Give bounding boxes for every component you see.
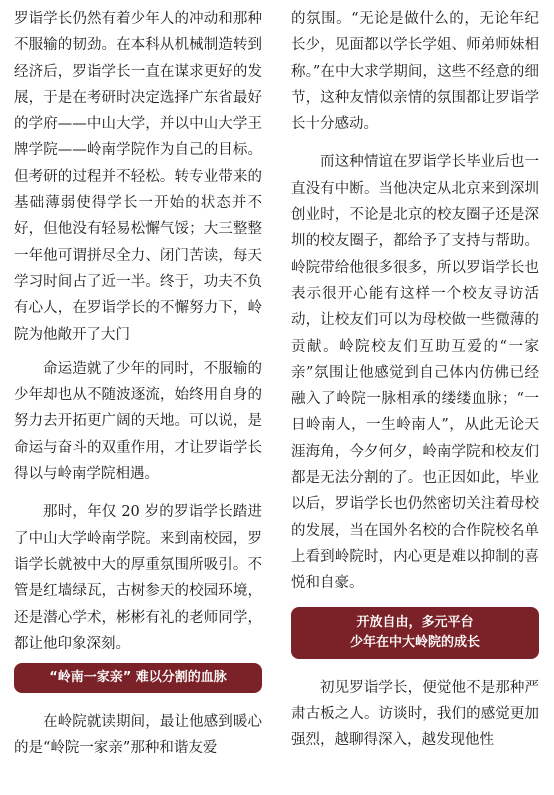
section-heading-text: “岭南一家亲” 难以分割的血脉 [49,670,227,686]
paragraph: 初见罗诣学长，便觉他不是那种严肃古板之人。访谈时，我们的感觉更加强烈，越聊得深入，越发现他性 [291,679,539,749]
paragraph: 命运造就了少年的同时，不服输的少年却也从不随波逐流，始终用自身的努力去开拓更广阔的天地。可以说，是命运与奋斗的双重作用，才让罗诣学长得以与岭南学院相遇。 [14,360,262,483]
paragraph: 在岭院就读期间，最让他感到暖心的是“岭院一家亲”那种和谐友爱 [14,714,262,757]
paragraph: 罗诣学长仍然有着少年人的冲动和那种不服输的韧劲。在本科从机械制造转到经济后，罗诣学长一直在谋求更好的发展，于是在考研时决定选择广东省最好的学府——中山大学，并以中山大学王牌学院——岭南学院作为自己的目标。但考研的过程并不轻松。转专业带来的基础薄弱使得学长一开始的状态并不好，但他没有轻易松懈气馁；大三整整一年他可谓拼尽全力、闭门苦读，每天学习时间占了近一半。终于，功夫不负有心人，在罗诣学长的不懈努力下，岭院为他敞开了大门 [14,11,262,343]
section-heading-banner [14,663,262,693]
left-column [14,6,262,762]
right-column [291,6,539,753]
section-heading-line-2: 少年在中大岭院的成长 [349,634,480,650]
paragraph: 而这种情谊在罗诣学长毕业后也一直没有中断。当他决定从北京来到深圳创业时，不论是北京的校友圈子还是深圳的校友圈子，都给予了支持与帮助。岭院带给他很多很多，所以罗诣学长也表示很开心能有这样一个校友寻访活动，让校友们可以为母校做一些微薄的贡献。岭院校友们互助互爱的“一家亲”氛围让他感觉到自己体内仿佛已经融入了岭院一脉相承的缕缕血脉；“一日岭南人，一生岭南人”，从此无论天涯海角，今夕何夕，岭南学院和校友们都是无法分割的了。也正因如此，毕业以后，罗诣学长也仍然密切关注着母校的发展，当在国外名校的合作院校名单上看到岭院时，内心更是难以抑制的喜悦和自豪。 [291,154,539,592]
section-heading-line-1: 开放自由，多元平台 [356,614,474,630]
paragraph: 的氛围。“无论是做什么的，无论年纪长少，见面都以学长学姐、师弟师妹相称。”在中大求学期间，这些不经意的细节，这种友情似亲情的氛围都让罗诣学长十分感动。 [291,11,539,133]
section-heading-banner [291,607,539,659]
paragraph: 那时，年仅 20 岁的罗诣学长踏进了中山大学岭南学院。来到南校园，罗诣学长就被中大的厚重氛围所吸引。不管是红墙绿瓦，古树参天的校园环境，还是潜心学术，彬彬有礼的老师同学，都让他印象深刻。 [14,504,262,652]
